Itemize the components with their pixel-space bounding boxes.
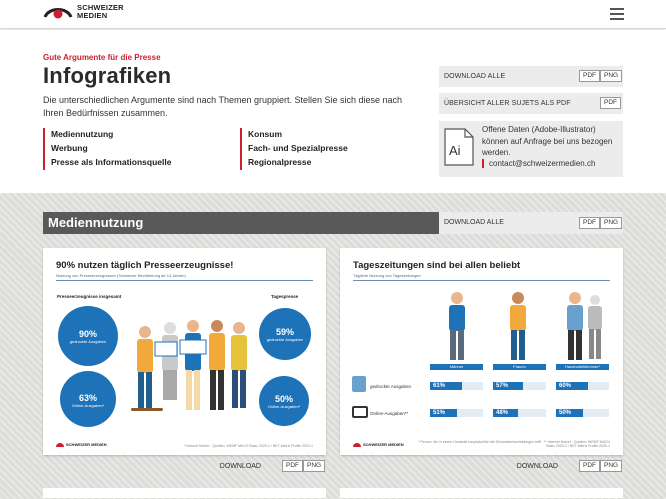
column-header: Haushaltsführende*	[556, 364, 609, 370]
topic-list-right	[240, 128, 348, 170]
topic-link-fach-spezialpresse[interactable]: Fach- und Spezialpresse	[240, 142, 348, 156]
topic-list-left	[43, 128, 171, 170]
section-download-png-button[interactable]: PNG	[600, 217, 622, 229]
stat-value: 63%	[78, 393, 97, 403]
ai-icon-label: Ai	[449, 143, 461, 158]
section-header-mediennutzung	[43, 212, 623, 234]
section-download-label: DOWNLOAD ALLE	[444, 219, 504, 226]
logo-line-1: SCHWEIZER	[77, 3, 124, 12]
readers-illustration	[435, 290, 615, 362]
overview-pdf-button[interactable]: PDF	[600, 97, 621, 109]
open-data-text: Offene Daten (Adobe-Illustrator) können auf Anfrage bei uns bezogen werden.	[482, 125, 613, 157]
schweizer-medien-logo-icon	[43, 4, 73, 20]
card-footnote: * Person, die in einem Haushalt hauptsächlich die Einkaufsentscheidungen trifft · ** Internet Nutzer · Quellen: WEMF MACH Basic 2020-2 / NET-Metrix Profile 2020-1	[418, 440, 610, 448]
card-logo-text: SCHWEIZER MEDIEN	[363, 442, 404, 448]
topic-link-presse-informationsquelle[interactable]: Presse als Informationsquelle	[43, 156, 171, 170]
row-label: Online-Ausgaben**	[370, 411, 409, 416]
stat-caption: gedruckte Ausgaben	[69, 339, 107, 344]
download-all-label: DOWNLOAD ALLE	[444, 73, 506, 80]
tablet-icon	[352, 406, 368, 418]
card-divider	[353, 280, 610, 281]
stat-circle-print	[58, 306, 118, 366]
stat-value: 50%	[274, 394, 293, 404]
page-description: Die unterschiedlichen Argumente sind nach Themen gruppiert. Stellen Sie sich diese nach Ihren Bedürfnissen zusammen.	[43, 95, 403, 118]
card-download-label: DOWNLOAD	[219, 463, 261, 470]
logo-line-2: MEDIEN	[77, 11, 108, 20]
overview-pdf-label: ÜBERSICHT ALLER SUJETS ALS PDF	[444, 100, 571, 107]
card-footnote: * Internet Nutzer · Quellen: WEMF MACH Basic 2020-2 / NET-Metrix Profile 2020-1	[183, 444, 313, 448]
topic-link-mediennutzung[interactable]: Mediennutzung	[43, 128, 171, 142]
stat-caption: Online-Ausgaben*	[71, 403, 105, 408]
topic-link-regionalpresse[interactable]: Regionalpresse	[240, 156, 348, 170]
kicker: Gute Argumente für die Presse	[43, 53, 161, 62]
topic-link-konsum[interactable]: Konsum	[240, 128, 348, 142]
stat-value: 90%	[78, 329, 97, 339]
illustrator-file-icon	[444, 128, 474, 166]
next-infographic-card[interactable]	[43, 488, 326, 498]
card-right-heading: Tagespresse	[271, 294, 299, 299]
section-download-box	[439, 212, 623, 234]
topic-link-werbung[interactable]: Werbung	[43, 142, 171, 156]
usage-bar: 60%	[556, 382, 588, 390]
download-all-png-button[interactable]: PNG	[600, 70, 622, 82]
stat-circle-daily-print	[259, 308, 311, 360]
stat-circle-daily-online	[259, 376, 309, 426]
card-download-pdf-button[interactable]: PDF	[579, 460, 600, 472]
column-header: Männer	[430, 364, 483, 370]
newspaper-icon	[352, 376, 366, 392]
hamburger-menu-icon[interactable]	[610, 8, 624, 20]
section-download-pdf-button[interactable]: PDF	[579, 217, 600, 229]
card-download-pdf-button[interactable]: PDF	[282, 460, 303, 472]
card-download-label: DOWNLOAD	[516, 463, 558, 470]
usage-bar: 48%	[493, 409, 518, 417]
usage-bar: 50%	[556, 409, 583, 417]
card-logo	[56, 443, 107, 448]
card-download-png-button[interactable]: PNG	[600, 460, 622, 472]
overview-pdf-box	[439, 93, 623, 114]
usage-bar: 61%	[430, 382, 462, 390]
download-all-box	[439, 66, 623, 87]
stat-caption: gedruckte Ausgaben	[266, 337, 304, 342]
logo[interactable]	[43, 4, 124, 20]
infographics-area	[0, 193, 666, 499]
card-download-png-button[interactable]: PNG	[303, 460, 325, 472]
card-logo-text: SCHWEIZER MEDIEN	[66, 442, 107, 448]
people-reading-illustration	[125, 312, 255, 422]
column-header: Frauen	[493, 364, 546, 370]
logo-text	[77, 4, 124, 20]
infographic-card-tageszeitungen[interactable]	[340, 248, 623, 455]
stat-value: 59%	[275, 327, 294, 337]
page-title: Infografiken	[43, 63, 172, 88]
contact-email-link[interactable]: contact@schweizermedien.ch	[482, 159, 595, 168]
section-title: Mediennutzung	[48, 215, 144, 230]
card-download-bar	[43, 457, 326, 477]
stat-circle-online	[60, 371, 116, 427]
row-label: gedruckte Ausgaben	[370, 384, 412, 389]
card-title: 90% nutzen täglich Presseerzeugnisse!	[56, 260, 234, 271]
infographic-card-presseerzeugnisse[interactable]	[43, 248, 326, 455]
card-logo	[353, 443, 404, 448]
card-divider	[56, 280, 313, 281]
stat-caption: Online-Ausgaben*	[267, 404, 301, 409]
card-subtitle: Tägliche Nutzung von Tageszeitungen	[353, 273, 421, 278]
card-title: Tageszeitungen sind bei allen beliebt	[353, 260, 521, 271]
download-all-pdf-button[interactable]: PDF	[579, 70, 600, 82]
open-data-box	[439, 121, 623, 177]
top-bar	[0, 0, 666, 29]
usage-bar: 51%	[430, 409, 457, 417]
usage-bar: 57%	[493, 382, 523, 390]
next-infographic-card[interactable]	[340, 488, 623, 498]
card-download-bar	[340, 457, 623, 477]
intro-section	[0, 30, 666, 193]
card-subtitle: Nutzung von Presseerzeugnissen (Schweizer Bevölkerung ab 14 Jahren)	[56, 273, 186, 278]
card-left-heading: Presseerzeugnisse insgesamt	[57, 294, 122, 299]
